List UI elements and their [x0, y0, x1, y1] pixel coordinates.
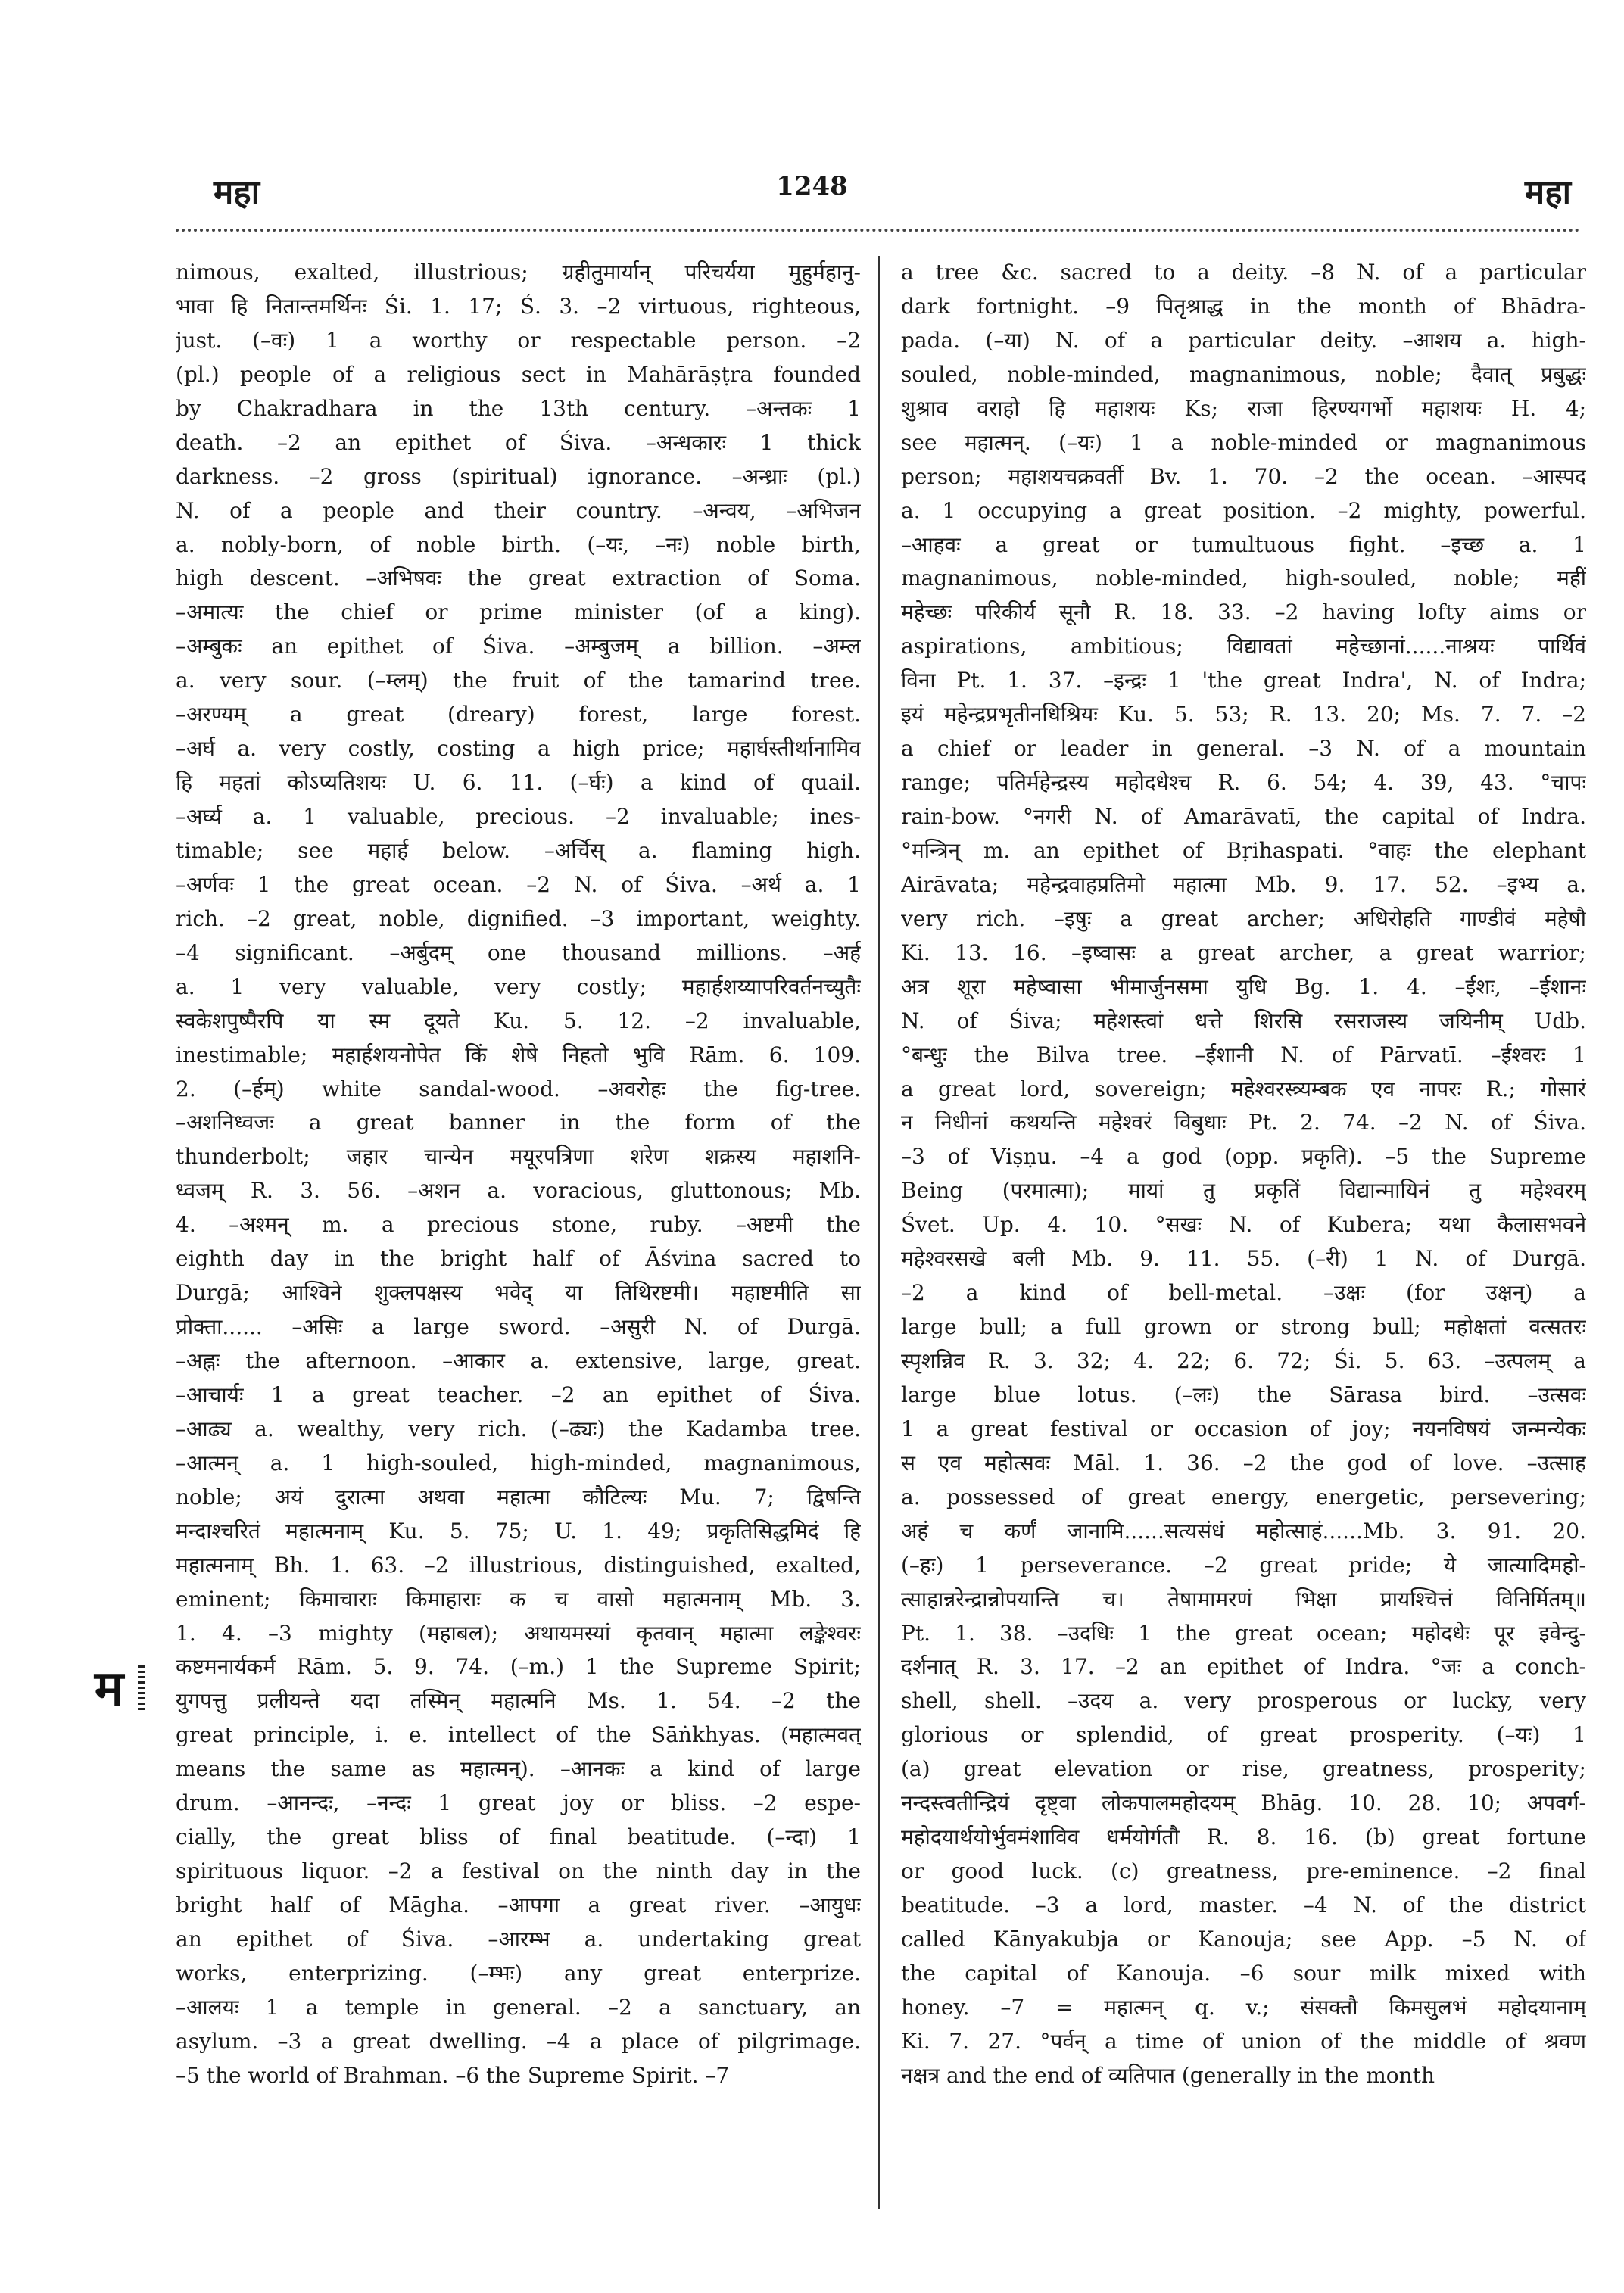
text-line: a chief or leader in general. –3 N. of a mountain	[901, 736, 1586, 762]
text-line: –आढ्य a. wealthy, very rich. (–ढ्यः) the Kadamba tree.	[176, 1416, 861, 1441]
text-line: death. –2 an epithet of Śiva. –अन्धकारः 1 thick	[176, 429, 861, 455]
text-line: ध्वजम् R. 3. 56. –अशन a. voracious, gluttonous; Mb.	[176, 1178, 861, 1204]
text-line: –आहवः a great or tumultuous fight. –इच्छ a. 1	[901, 531, 1586, 557]
text-line: (a) great elevation or rise, greatness, prosperity;	[901, 1756, 1586, 1782]
text-line: inestimable; महार्हशयनोपेत किं शेषे निहतो भुवि Rām. 6. 109.	[176, 1042, 861, 1067]
text-line: range; पतिर्महेन्द्रस्य महोदधेश्च R. 6. 54; 4. 39, 43. °चापः	[901, 770, 1586, 796]
text-line: (pl.) people of a religious sect in Mahārāṣṭra founded	[176, 361, 861, 387]
text-line: Ki. 13. 16. –इष्वासः a great archer, a great warrior;	[901, 939, 1586, 965]
text-line: महेच्छः परिकीर्य सूनौ R. 18. 33. –2 having lofty aims or	[901, 600, 1586, 625]
text-line: glorious or splendid, of great prosperity. (–यः) 1	[901, 1722, 1586, 1748]
text-line: हि महतां कोऽप्यतिशयः U. 6. 11. (–र्घः) a kind of quail.	[176, 770, 861, 796]
text-line: dark fortnight. –9 पितृश्राद्ध in the month of Bhādra-	[901, 293, 1586, 319]
text-line: कष्टमनार्यकर्म Rām. 5. 9. 74. (–m.) 1 the Supreme Spirit;	[176, 1654, 861, 1680]
text-line: स्वकेशपुष्पैरपि या स्म दूयते Ku. 5. 12. –2 invaluable,	[176, 1008, 861, 1033]
text-line: asylum. –3 a great dwelling. –4 a place of pilgrimage.	[176, 2028, 861, 2054]
page-header	[0, 168, 1624, 221]
text-line: –आलयः 1 a temple in general. –2 a sanctuary, an	[176, 1994, 861, 2020]
text-line: timable; see महार्ह below. –अर्चिस् a. flaming high.	[176, 837, 861, 863]
text-line: nimous, exalted, illustrious; ग्रहीतुमार्यान् परिचर्यया मुहुर्महानु-	[176, 260, 861, 285]
text-line: अहं च कर्णं जानामि......सत्यसंधं महोत्साहं......Mb. 3. 91. 20.	[901, 1518, 1586, 1544]
text-line: large blue lotus. (–लः) the Sārasa bird. –उत्सवः	[901, 1382, 1586, 1407]
text-line: –अमात्यः the chief or prime minister (of a king).	[176, 600, 861, 625]
text-line: महात्मनाम् Bh. 1. 63. –2 illustrious, distinguished, exalted,	[176, 1552, 861, 1578]
text-line: 1. 4. –3 mighty (महाबल); अथायमस्यां कृतवान् महात्मा लङ्केश्वरः	[176, 1620, 861, 1646]
text-line: aspirations, ambitious; विद्यावतां महेच्छानां......नाश्रयः पार्थिवं	[901, 634, 1586, 659]
text-line: eighth day in the bright half of Āśvina sacred to	[176, 1246, 861, 1272]
text-line: –अशनिध्वजः a great banner in the form of the	[176, 1110, 861, 1136]
text-line: bright half of Māgha. –आपगा a great river. –आयुधः	[176, 1893, 861, 1918]
text-line: भावा हि नितान्तमर्थिनः Śi. 1. 17; Ś. 3. –2 virtuous, righteous,	[176, 293, 861, 319]
text-line: see महात्मन्. (–यः) 1 a noble-minded or magnanimous	[901, 429, 1586, 455]
text-line: दर्शनात् R. 3. 17. –2 an epithet of Indra. °जः a conch-	[901, 1654, 1586, 1680]
text-line: –अरण्यम् a great (dreary) forest, large forest.	[176, 702, 861, 727]
text-line: N. of Śiva; महेशस्त्वां धत्ते शिरसि रसराजस्य जयिनीम् Udb.	[901, 1008, 1586, 1033]
text-line: त्साहान्नरेन्द्रान्नोपयान्ति च। तेषामामरणं भिक्षा प्रायश्चित्तं विनिर्मितम्॥	[901, 1586, 1586, 1612]
text-line: नक्षत्र and the end of व्यतिपात (generally in the month	[901, 2062, 1435, 2088]
text-line: souled, noble-minded, magnanimous, noble; दैवात् प्रबुद्धः	[901, 361, 1586, 387]
text-line: great principle, i. e. intellect of the Sāṅkhyas. (महात्मवत्	[176, 1722, 861, 1748]
text-line: means the same as महात्मन्). –आनकः a kind of large	[176, 1756, 861, 1782]
text-line: just. (–वः) 1 a worthy or respectable person. –2	[176, 327, 861, 353]
text-line: –3 of Viṣṇu. –4 a god (opp. प्रकृति). –5 the Supreme	[901, 1144, 1586, 1170]
text-line: a. very sour. (–म्लम्) the fruit of the tamarind tree.	[176, 668, 861, 693]
text-line: –5 the world of Brahman. –6 the Supreme Spirit. –7	[176, 2062, 730, 2088]
text-line: Being (परमात्मा); मायां तु प्रकृतिं विद्यान्मायिनं तु महेश्वरम्	[901, 1178, 1586, 1204]
text-line: by Chakradhara in the 13th century. –अन्तकः 1	[176, 395, 861, 421]
text-line: a. possessed of great energy, energetic, persevering;	[901, 1484, 1586, 1509]
text-line: eminent; किमाचाराः किमाहाराः क च वासो महात्मनाम् Mb. 3.	[176, 1586, 861, 1612]
text-line: a. 1 very valuable, very costly; महार्हशय्यापरिवर्तनच्युतैः	[176, 974, 861, 999]
text-line: shell, shell. –उदय a. very prosperous or lucky, very	[901, 1688, 1586, 1714]
text-line: –2 a kind of bell-metal. –उक्षः (for उक्षन्) a	[901, 1280, 1586, 1306]
text-line: 1 a great festival or occasion of joy; नयनविषयं जन्मन्येकः	[901, 1416, 1586, 1441]
text-line: –अर्णवः 1 the great ocean. –2 N. of Śiva. –अर्थ a. 1	[176, 871, 861, 897]
column-divider	[878, 256, 880, 2209]
text-line: नन्दस्त्वतीन्द्रियं दृष्ट्वा लोकपालमहोदयम् Bhāg. 10. 28. 10; अपवर्ग-	[901, 1790, 1586, 1816]
text-line: drum. –आनन्दः, –नन्दः 1 great joy or bliss. –2 espe-	[176, 1790, 861, 1816]
text-line: spirituous liquor. –2 a festival on the ninth day in the	[176, 1858, 861, 1884]
text-line: beatitude. –3 a lord, master. –4 N. of the district	[901, 1893, 1586, 1918]
text-line: महेश्वरसखे बली Mb. 9. 11. 55. (–री) 1 N. of Durgā.	[901, 1246, 1586, 1272]
text-line: called Kānyakubja or Kanouja; see App. –5 N. of	[901, 1926, 1586, 1952]
header-rule	[176, 229, 1580, 232]
text-line: person; महाशयचक्रवर्ती Bv. 1. 70. –2 the ocean. –आस्पद	[901, 463, 1586, 489]
text-line: युगपत्तु प्रलीयन्ते यदा तस्मिन् महात्मनि Ms. 1. 54. –2 the	[176, 1688, 861, 1714]
text-line: 4. –अश्मन् m. a precious stone, ruby. –अष्टमी the	[176, 1212, 861, 1238]
text-line: –अर्घ्य a. 1 valuable, precious. –2 invaluable; ines-	[176, 804, 861, 829]
text-line: or good luck. (c) greatness, pre-eminence. –2 final	[901, 1858, 1586, 1884]
header-right-word: महा	[1524, 173, 1571, 212]
left-column	[176, 256, 861, 2217]
text-line: a great lord, sovereign; महेश्वरस्त्र्यम्बक एव नापरः R.; गोसारं	[901, 1076, 1586, 1101]
text-line: noble; अयं दुरात्मा अथवा महात्मा कौटिल्यः Mu. 7; द्विषन्ति	[176, 1484, 861, 1509]
text-line: स्पृशन्निव R. 3. 32; 4. 22; 6. 72; Śi. 5. 63. –उत्पलम् a	[901, 1348, 1586, 1373]
text-line: works, enterprizing. (–म्भः) any great enterprize.	[176, 1960, 861, 1986]
right-column	[901, 256, 1586, 2217]
text-line: thunderbolt; जहार चान्येन मयूरपत्रिणा शरेण शक्रस्य महाशनि-	[176, 1144, 861, 1170]
text-line: (–हः) 1 perseverance. –2 great pride; ये जात्यादिमहो-	[901, 1552, 1586, 1578]
text-line: प्रोक्ता...... –असिः a large sword. –असुरी N. of Durgā.	[176, 1314, 861, 1340]
text-line: darkness. –2 gross (spiritual) ignorance. –अन्ध्राः (pl.)	[176, 463, 861, 489]
text-line: शुश्राव वराहो हि महाशयः Ks; राजा हिरण्यगर्भो महाशयः H. 4;	[901, 395, 1586, 421]
text-line: न निधीनां कथयन्ति महेश्वरं विबुधाः Pt. 2. 74. –2 N. of Śiva.	[901, 1110, 1586, 1136]
text-line: 2. (–र्हम्) white sandal-wood. –अवरोहः the fig-tree.	[176, 1076, 861, 1101]
text-line: very rich. –इषुः a great archer; अधिरोहति गाण्डीवं महेषौ	[901, 905, 1586, 931]
text-line: honey. –7 = महात्मन् q. v.; संसक्तौ किमसुलभं महोदयानाम्	[901, 1994, 1586, 2020]
text-line: a. nobly-born, of noble birth. (–यः, –नः) noble birth,	[176, 531, 861, 557]
text-line: pada. (–या) N. of a particular deity. –आशय a. high-	[901, 327, 1586, 353]
text-line: a tree &c. sacred to a deity. –8 N. of a particular	[901, 260, 1586, 285]
text-line: –आत्मन् a. 1 high-souled, high-minded, magnanimous,	[176, 1450, 861, 1475]
text-line: स एव महोत्सवः Māl. 1. 36. –2 the god of love. –उत्साह	[901, 1450, 1586, 1475]
text-line: a. 1 occupying a great position. –2 mighty, powerful.	[901, 497, 1586, 523]
text-line: large bull; a full grown or strong bull; महोक्षतां वत्सतरः	[901, 1314, 1586, 1340]
text-line: मन्दाश्चरितं महात्मनाम् Ku. 5. 75; U. 1. 49; प्रकृतिसिद्धमिदं हि	[176, 1518, 861, 1544]
page-number: 1248	[776, 171, 848, 201]
text-line: an epithet of Śiva. –आरम्भ a. undertaking great	[176, 1926, 861, 1952]
text-line: high descent. –अभिषवः the great extraction of Soma.	[176, 565, 861, 591]
text-line: Durgā; आश्विने शुक्लपक्षस्य भवेद् या तिथिरष्टमी। महाष्टमीति सा	[176, 1280, 861, 1306]
text-line: rain-bow. °नगरी N. of Amarāvatī, the capital of Indra.	[901, 804, 1586, 829]
text-line: –अम्बुकः an epithet of Śiva. –अम्बुजम् a billion. –अम्ल	[176, 634, 861, 659]
text-line: cially, the great bliss of final beatitude. (–न्दा) 1	[176, 1824, 861, 1850]
text-line: Pt. 1. 38. –उदधिः 1 the great ocean; महोदधेः पूर इवेन्दु-	[901, 1620, 1586, 1646]
text-line: इयं महेन्द्रप्रभृतीनधिश्रियः Ku. 5. 53; R. 13. 20; Ms. 7. 7. –2	[901, 702, 1586, 727]
header-left-word: महा	[214, 173, 260, 212]
text-line: –अर्घ a. very costly, costing a high price; महार्घस्तीर्थानामिव	[176, 736, 861, 762]
text-line: महोदयार्थयोर्भुवमंशाविव धर्मयोर्गतौ R. 8. 16. (b) great fortune	[901, 1824, 1586, 1850]
text-line: °बन्धुः the Bilva tree. –ईशानी N. of Pārvatī. –ईश्वरः 1	[901, 1042, 1586, 1067]
text-line: Ki. 7. 27. °पर्वन् a time of union of the middle of श्रवण	[901, 2028, 1586, 2054]
text-line: –आचार्यः 1 a great teacher. –2 an epithet of Śiva.	[176, 1382, 861, 1407]
text-line: विना Pt. 1. 37. –इन्द्रः 1 'the great Indra', N. of Indra;	[901, 668, 1586, 693]
thumb-index-tab: म	[83, 1658, 135, 1720]
text-line: Śvet. Up. 4. 10. °सखः N. of Kubera; यथा कैलासभवने	[901, 1212, 1586, 1238]
text-line: अत्र शूरा महेष्वासा भीमार्जुनसमा युधि Bg. 1. 4. –ईशः, –ईशानः	[901, 974, 1586, 999]
text-line: rich. –2 great, noble, dignified. –3 important, weighty.	[176, 905, 861, 931]
text-line: °मन्त्रिन् m. an epithet of Bṛihaspati. °वाहः the elephant	[901, 837, 1586, 863]
text-line: the capital of Kanouja. –6 sour milk mixed with	[901, 1960, 1586, 1986]
text-line: magnanimous, noble-minded, high-souled, noble; महीं	[901, 565, 1586, 591]
text-line: Airāvata; महेन्द्रवाहप्रतिमो महात्मा Mb. 9. 17. 52. –इभ्य a.	[901, 871, 1586, 897]
text-line: –अह्नः the afternoon. –आकार a. extensive, large, great.	[176, 1348, 861, 1373]
text-line: N. of a people and their country. –अन्वय, –अभिजन	[176, 497, 861, 523]
text-line: –4 significant. –अर्बुदम् one thousand millions. –अर्ह	[176, 939, 861, 965]
